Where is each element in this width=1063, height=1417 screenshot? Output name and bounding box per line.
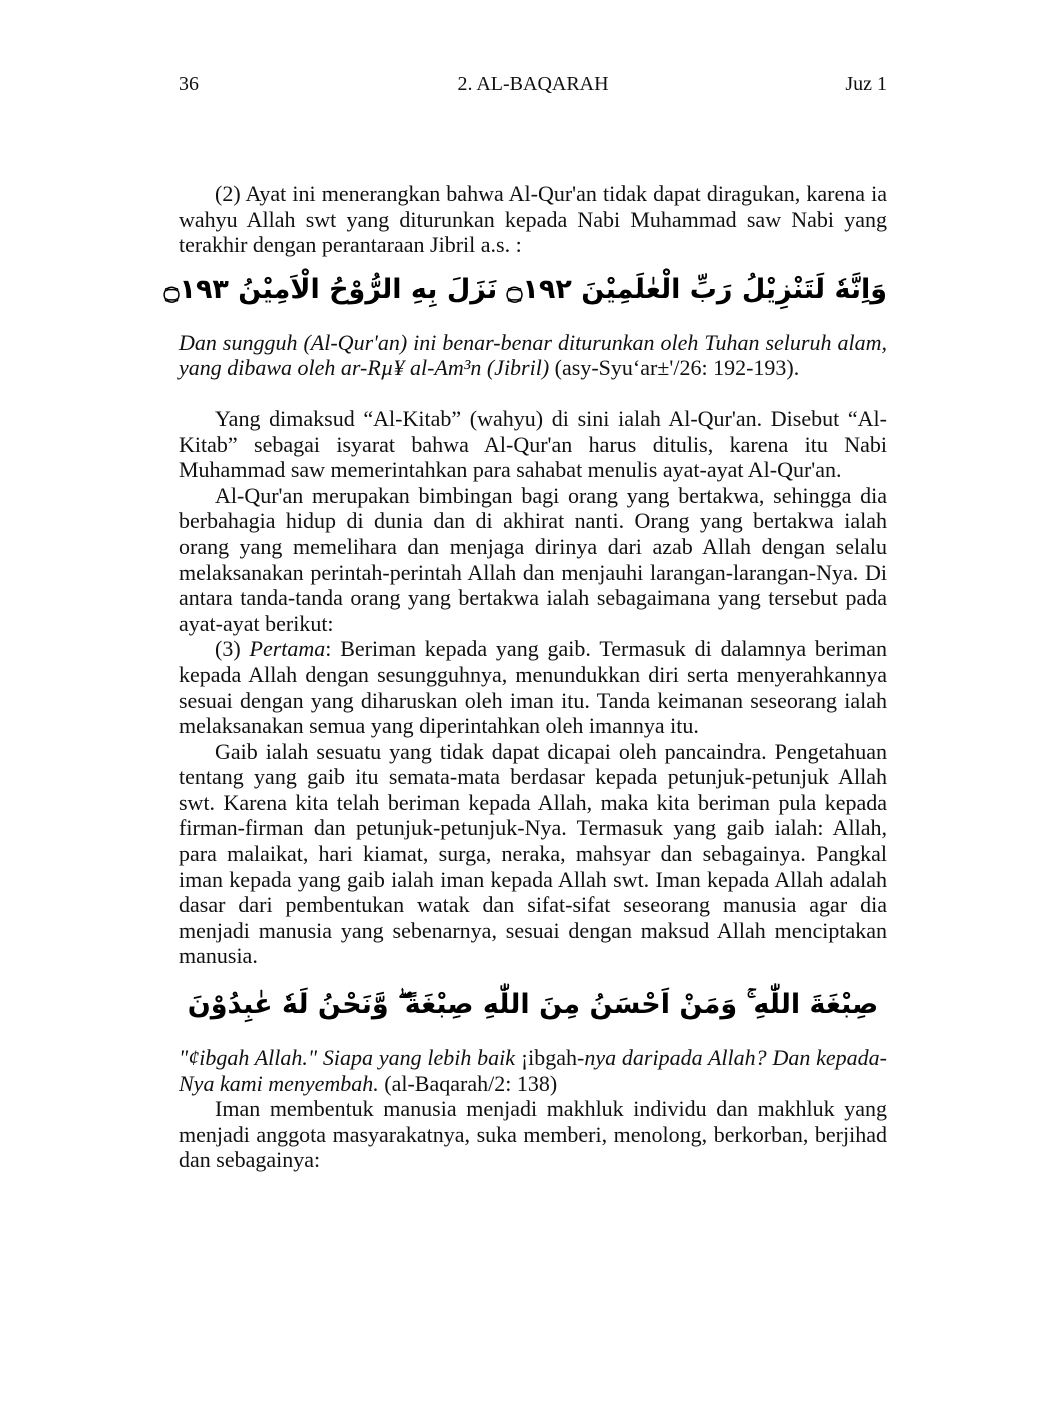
paragraph-al-kitab: Yang dimaksud “Al-Kitab” (wahyu) di sini ialah Al-Qur'an. Disebut “Al-Kitab” sebagai isyarat bahwa Al-Qur'an harus ditulis, karena itu Nabi Muhammad saw memerintahkan para sahabat menulis ayat-ayat Al-Qur'an. <box>179 405 887 483</box>
arabic-verse-26-192-193: وَاِنَّهٗ لَتَنْزِيْلُ رَبِّ الْعٰلَمِيْنَ ۝١٩٢ نَزَلَ بِهِ الرُّوْحُ الْاَمِيْنُ ۝١٩٣ <box>163 273 887 305</box>
paragraph-iman-individual: Iman membentuk manusia menjadi makhluk individu dan makhluk yang menjadi anggota masyarakatnya, suka memberi, menolong, berkorban, berjihad dan sebagainya: <box>179 1096 887 1173</box>
page-header <box>179 73 887 101</box>
paragraph-text: : Beriman kepada yang gaib. Termasuk di dalamnya beriman kepada Allah dengan sesungguhnya, menundukkan diri serta menyerahkannya sesuai dengan yang diharuskan oleh iman itu. Tanda keimanan seseorang ialah melaksanakan semua yang diperintahkan oleh imannya itu. <box>179 636 888 739</box>
chapter-title: 2. AL-BAQARAH <box>457 73 609 95</box>
paragraph-verse-2-explanation: (2) Ayat ini menerangkan bahwa Al-Qur'an tidak dapat diragukan, karena ia wahyu Allah swt yang diturunkan kepada Nabi Muhammad saw Nabi yang terakhir dengan perantaraan Jibril a.s. : <box>179 181 887 258</box>
translation-reference: (asy-Syu‘ar±'/26: 192-193). <box>549 355 800 381</box>
paragraph-number: (3) <box>215 636 250 662</box>
translation-term: ¡ibgah <box>520 1045 578 1071</box>
verse-translation <box>179 330 887 381</box>
translation-text: Dan sungguh (Al-Qur'an) ini benar-benar diturunkan oleh Tuhan seluruh alam, yang dibawa oleh ar-Rµ¥ al-Am³n (Jibril) <box>179 329 887 381</box>
paragraph-gaib: Gaib ialah sesuatu yang tidak dapat dicapai oleh pancaindra. Pengetahuan tentang yang gaib itu semata-mata berdasar kepada petunjuk-petunjuk Allah swt. Karena kita telah beriman kepada Allah, maka kita beriman pula kepada firman-firman dan petunjuk-petunjuk-Nya. Termasuk yang gaib ialah: Allah, para malaikat, hari kiamat, surga, neraka, mahsyar dan sebagainya. Pangkal iman kepada yang gaib ialah iman kepada Allah swt. Iman kepada Allah adalah dasar dari pembentukan watak dan sifat-sifat seseorang manusia agar dia menjadi manusia yang sebenarnya, sesuai dengan maksud Allah menciptakan manusia. <box>179 738 887 969</box>
juz-label: Juz 1 <box>845 73 887 95</box>
arabic-verse-2-138: صِبْغَةَ اللّٰهِ ۚ وَمَنْ اَحْسَنُ مِنَ اللّٰهِ صِبْغَةً ۖ وَّنَحْنُ لَهٗ عٰبِدُوْنَ <box>187 989 879 1021</box>
verse-translation-2 <box>179 1045 887 1096</box>
page-number: 36 <box>179 73 199 95</box>
translation-part-3: -nya daripada Allah? Dan kepada-Nya kami menyembah. <box>179 1045 887 1096</box>
translation-reference-2: (al-Baqarah/2: 138) <box>378 1070 558 1096</box>
term-pertama: Pertama <box>249 636 326 662</box>
page-body <box>163 181 888 1173</box>
translation-part-1: "¢ibgah Allah." Siapa yang lebih baik <box>179 1045 521 1071</box>
paragraph-first-sign <box>179 636 887 738</box>
paragraph-guidance: Al-Qur'an merupakan bimbingan bagi orang yang bertakwa, sehingga dia berbahagia hidup di dunia dan di akhirat nanti. Orang yang bertakwa ialah orang yang memelihara dan menjaga dirinya dari azab Allah dengan selalu melaksanakan perintah-perintah Allah dan menjauhi larangan-larangan-Nya. Di antara tanda-tanda orang yang bertakwa ialah sebagaimana yang tersebut pada ayat-ayat berikut: <box>179 482 887 636</box>
